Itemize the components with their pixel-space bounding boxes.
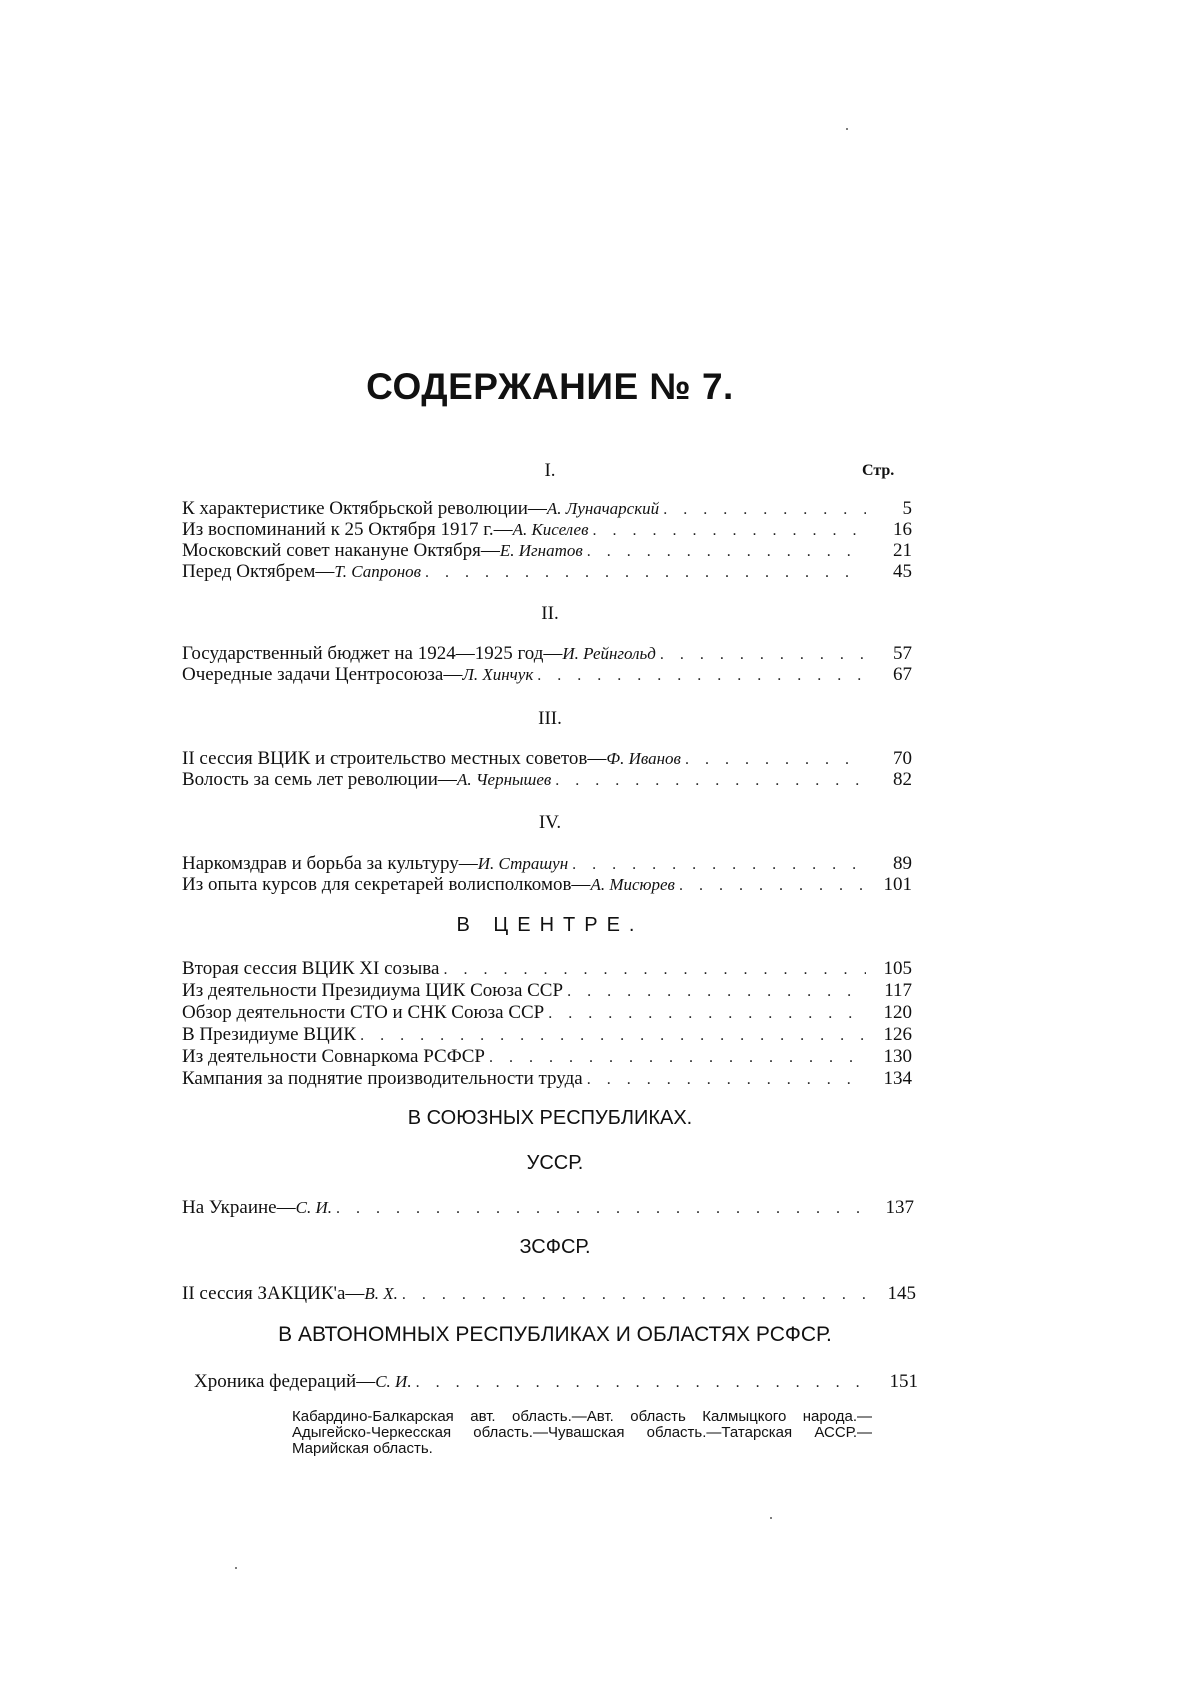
entry-page: 117 (884, 980, 912, 1001)
entry-page: 67 (893, 664, 912, 685)
section-heading-3: III. (538, 708, 562, 729)
entry-page: 70 (893, 748, 912, 769)
entry-title: В Президиуме ВЦИК (182, 1024, 357, 1045)
scan-speck (846, 128, 848, 130)
toc-entry (182, 1283, 916, 1304)
dot-leader (572, 854, 866, 875)
entry-page: 105 (883, 958, 912, 979)
entry-title: Московский совет накануне Октября— (182, 540, 500, 561)
dot-leader (489, 1047, 866, 1069)
section-heading-1: I. (544, 460, 556, 481)
entry-author: Ф. Иванов (606, 749, 681, 768)
entry-title: Государственный бюджет на 1924—1925 год— (182, 643, 563, 664)
section-center-entries (182, 958, 912, 1090)
toc-entry (182, 1068, 912, 1090)
entry-page: 5 (902, 498, 912, 519)
entry-title: На Украине— (182, 1197, 296, 1218)
entry-author: Л. Хинчук (462, 665, 534, 684)
dot-leader (663, 499, 866, 520)
dot-leader (336, 1198, 868, 1219)
toc-entry (182, 540, 912, 561)
entry-page: 101 (883, 874, 912, 895)
section-heading-union-republics: В СОЮЗНЫХ РЕСПУБЛИКАХ. (407, 1107, 693, 1129)
section-1-entries (182, 498, 912, 582)
entry-title: Обзор деятельности СТО и СНК Союза ССР (182, 1002, 545, 1023)
toc-entry (182, 853, 912, 874)
toc-entry (182, 498, 912, 519)
entry-author: Т. Сапронов (334, 562, 422, 581)
entry-page: 89 (893, 853, 912, 874)
entry-page: 145 (887, 1283, 916, 1304)
dot-leader (537, 665, 866, 686)
entry-page: 82 (893, 769, 912, 790)
scan-speck (235, 1567, 237, 1569)
toc-entry (182, 1197, 914, 1218)
entry-title: Волость за семь лет революции— (182, 769, 457, 790)
entry-title: Наркомздрав и борьба за культуру— (182, 853, 478, 874)
page-column-header: Стр. (862, 462, 895, 479)
dot-leader (555, 770, 866, 791)
entry-author: А. Чернышев (456, 770, 552, 789)
entry-author: С. И. (295, 1198, 332, 1217)
entry-title: Кампания за поднятие производительности труда (182, 1068, 583, 1089)
entry-title: Очередные задачи Центросоюза— (182, 664, 463, 685)
entry-page: 137 (885, 1197, 914, 1218)
section-heading-zsfsr: ЗСФСР. (519, 1236, 591, 1258)
dot-leader (402, 1284, 870, 1305)
section-4-entries (182, 853, 912, 895)
entry-page: 120 (883, 1002, 912, 1023)
toc-entry (182, 664, 912, 685)
entry-author: И. Рейнгольд (562, 644, 656, 663)
entry-title: Хроника федераций— (194, 1371, 376, 1392)
entry-author: А. Киселев (512, 520, 589, 539)
scan-speck (770, 1517, 772, 1519)
section-heading-autonomous: В АВТОНОМНЫХ РЕСПУБЛИКАХ И ОБЛАСТЯХ РСФСР. (278, 1323, 832, 1346)
dot-leader (587, 1069, 866, 1091)
toc-entry (182, 958, 912, 980)
toc-entry (182, 643, 912, 664)
dot-leader (679, 875, 866, 896)
section-3-entries (182, 748, 912, 790)
dot-leader (443, 959, 866, 981)
dot-leader (587, 541, 866, 562)
entry-title: Перед Октябрем— (182, 561, 335, 582)
entry-title: II сессия ЗАКЦИК'а— (182, 1283, 365, 1304)
section-ussr-entries (182, 1197, 914, 1218)
entry-title: II сессия ВЦИК и строительство местных советов— (182, 748, 607, 769)
entry-author: С. И. (375, 1372, 412, 1391)
toc-entry (182, 980, 912, 1002)
entry-author: И. Страшун (477, 854, 569, 873)
entry-page: 21 (893, 540, 912, 561)
toc-entry (182, 769, 912, 790)
toc-entry (182, 561, 912, 582)
dot-leader (416, 1372, 872, 1393)
entry-page: 45 (893, 561, 912, 582)
toc-entry (194, 1371, 918, 1392)
entry-page: 126 (883, 1024, 912, 1045)
dot-leader (360, 1025, 866, 1047)
entry-author: А. Мисюрев (590, 875, 675, 894)
section-heading-ussr: УССР. (526, 1152, 584, 1174)
entry-page: 16 (893, 519, 912, 540)
entry-title: Из воспоминаний к 25 Октября 1917 г.— (182, 519, 513, 540)
footnote: Кабардино-Балкарская авт. область.—Авт. область Калмыцкого народа.—Адыгейско-Черкесская область.—Чувашская область.—Татарская АССР.—Марийская область. (292, 1408, 872, 1457)
section-heading-center: В ЦЕНТРЕ. (456, 914, 644, 936)
entry-page: 130 (883, 1046, 912, 1067)
toc-entry (182, 1002, 912, 1024)
dot-leader (593, 520, 867, 541)
dot-leader (685, 749, 866, 770)
dot-leader (660, 644, 866, 665)
toc-entry (182, 1046, 912, 1068)
entry-title: Из деятельности Президиума ЦИК Союза ССР (182, 980, 564, 1001)
section-heading-4: IV. (538, 812, 562, 833)
entry-page: 151 (889, 1371, 918, 1392)
dot-leader (548, 1003, 866, 1025)
entry-title: Вторая сессия ВЦИК XI созыва (182, 958, 440, 979)
entry-page: 57 (893, 643, 912, 664)
toc-entry (182, 1024, 912, 1046)
entry-title: К характеристике Октябрьской революции— (182, 498, 547, 519)
dot-leader (567, 981, 866, 1003)
section-autonomous-entries (194, 1371, 918, 1392)
section-heading-2: II. (541, 603, 559, 624)
page-title: СОДЕРЖАНИЕ № 7. (366, 366, 734, 407)
section-2-entries (182, 643, 912, 685)
toc-entry (182, 519, 912, 540)
toc-entry (182, 874, 912, 895)
entry-page: 134 (883, 1068, 912, 1089)
toc-entry (182, 748, 912, 769)
dot-leader (425, 562, 866, 583)
entry-title: Из деятельности Совнаркома РСФСР (182, 1046, 485, 1067)
entry-author: Е. Игнатов (499, 541, 583, 560)
entry-author: А. Луначарский (546, 499, 660, 518)
section-zsfsr-entries (182, 1283, 916, 1304)
entry-title: Из опыта курсов для секретарей волисполкомов— (182, 874, 591, 895)
entry-author: В. Х. (364, 1284, 398, 1303)
